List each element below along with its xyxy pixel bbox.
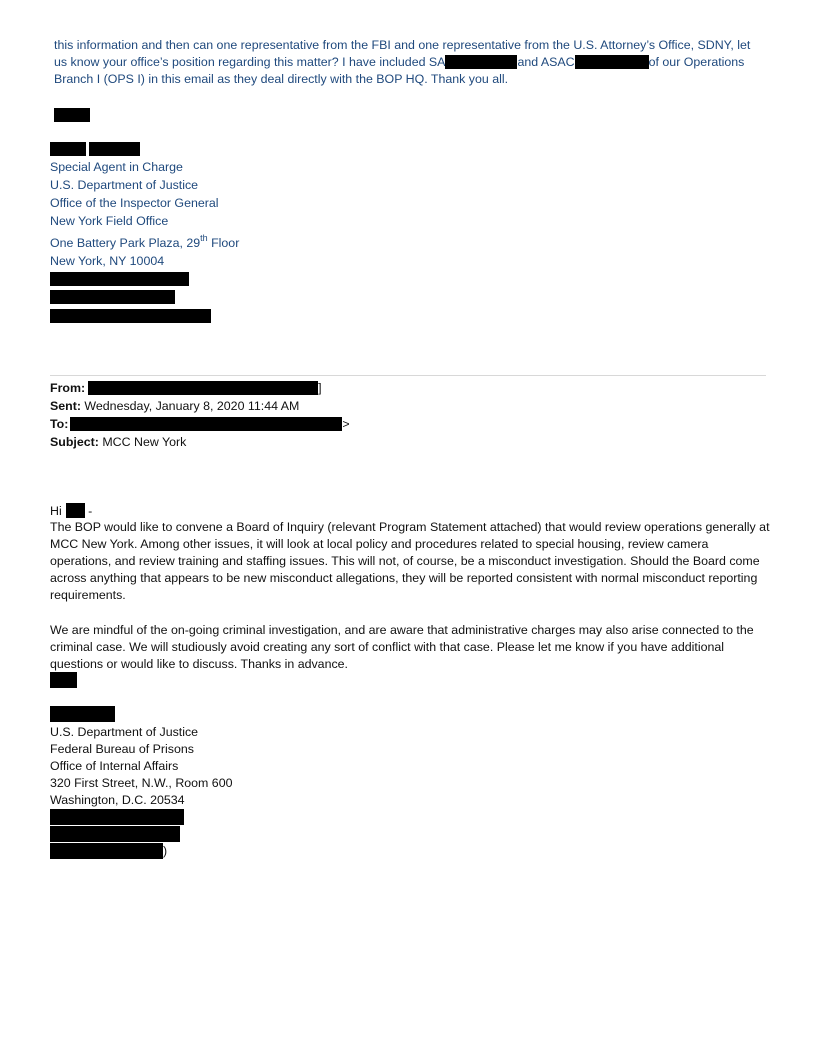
redaction-block <box>445 55 517 69</box>
from-row <box>50 379 350 397</box>
signature-office: Office of the Inspector General <box>50 196 219 210</box>
signature-field-office: New York Field Office <box>50 214 169 228</box>
email-body-paragraph-2: We are mindful of the on-going criminal investigation, and are aware that administrative charges may also arise connected to the criminal case. We will studiously avoid creating any sort of conflict with that case. Please let me know if you have additional questions or would like to discuss. Thanks in advance. <box>50 623 754 671</box>
redacted-contact-line <box>50 309 211 323</box>
forwarded-message-text-1: this information and then can one representative from the FBI and one representative from the U.S. Attorney’s Office, SDNY, let us know your office’s position regarding this matter? I have included SA <box>54 38 751 69</box>
address-superscript: th <box>200 233 208 243</box>
signature-block-bop <box>50 724 232 809</box>
from-label: From: <box>50 381 86 395</box>
sent-value: Wednesday, January 8, 2020 11:44 AM <box>80 399 300 413</box>
redacted-last-name <box>89 142 140 156</box>
signature-address-line-1: 320 First Street, N.W., Room 600 <box>50 776 233 790</box>
redaction-block <box>575 55 649 69</box>
redacted-sender-name <box>50 706 115 722</box>
subject-label: Subject: <box>50 435 99 449</box>
signature-title: Special Agent in Charge <box>50 160 183 174</box>
signature-address-line-2: New York, NY 10004 <box>50 254 165 268</box>
signature-department: U.S. Department of Justice <box>50 178 199 192</box>
signature-department: U.S. Department of Justice <box>50 725 199 739</box>
signature-bureau: Federal Bureau of Prisons <box>50 742 194 756</box>
signature-address-line-1 <box>50 234 239 252</box>
greeting-dash: - <box>84 504 93 518</box>
redacted-contact-line <box>50 843 163 859</box>
email-header <box>50 379 350 451</box>
sent-label: Sent: <box>50 399 81 413</box>
sent-row <box>50 397 350 415</box>
address-floor: Floor <box>207 236 240 250</box>
signature-address-line-2: Washington, D.C. 20534 <box>50 793 185 807</box>
signature-block-oig <box>50 158 239 270</box>
from-tail: ] <box>318 381 322 395</box>
subject-row <box>50 433 350 451</box>
redacted-first-name <box>50 142 86 156</box>
subject-value: MCC New York <box>98 435 187 449</box>
redacted-closing <box>54 108 90 122</box>
forwarded-message-text-3: of our Operations Branch I (OPS I) in this email as they deal directly with the BOP HQ. Thank you all. <box>54 55 745 86</box>
email-body-paragraph-1: The BOP would like to convene a Board of Inquiry (relevant Program Statement attached) that would review operations generally at MCC New York. Among other issues, it will look at local policy and procedures related to special housing, review camera operations, and review training and staffing issues. This will not, of course, be a misconduct investigation. Should the Board come across anything that appears to be new misconduct allegations, they will be reported consistent with normal misconduct reporting requirements. <box>50 520 770 602</box>
redacted-recipients <box>70 417 342 431</box>
to-label: To: <box>50 417 69 431</box>
email-greeting <box>50 502 92 520</box>
forwarded-message-text-2: and ASAC <box>517 55 575 69</box>
to-tail: > <box>342 417 350 431</box>
phone-tail: ) <box>163 844 168 858</box>
address-text: One Battery Park Plaza, 29 <box>50 236 201 250</box>
redacted-sender <box>88 381 318 395</box>
redacted-contact-line <box>50 272 189 286</box>
redacted-contact-line <box>50 290 175 304</box>
email-divider <box>50 375 766 376</box>
redacted-contact-line <box>50 826 180 842</box>
redacted-sign-off <box>50 672 77 688</box>
redacted-recipient-name <box>66 503 85 518</box>
greeting-text: Hi <box>50 504 62 518</box>
forwarded-message-paragraph <box>54 37 766 88</box>
signature-office: Office of Internal Affairs <box>50 759 179 773</box>
to-row <box>50 415 350 433</box>
redacted-contact-line <box>50 809 184 825</box>
